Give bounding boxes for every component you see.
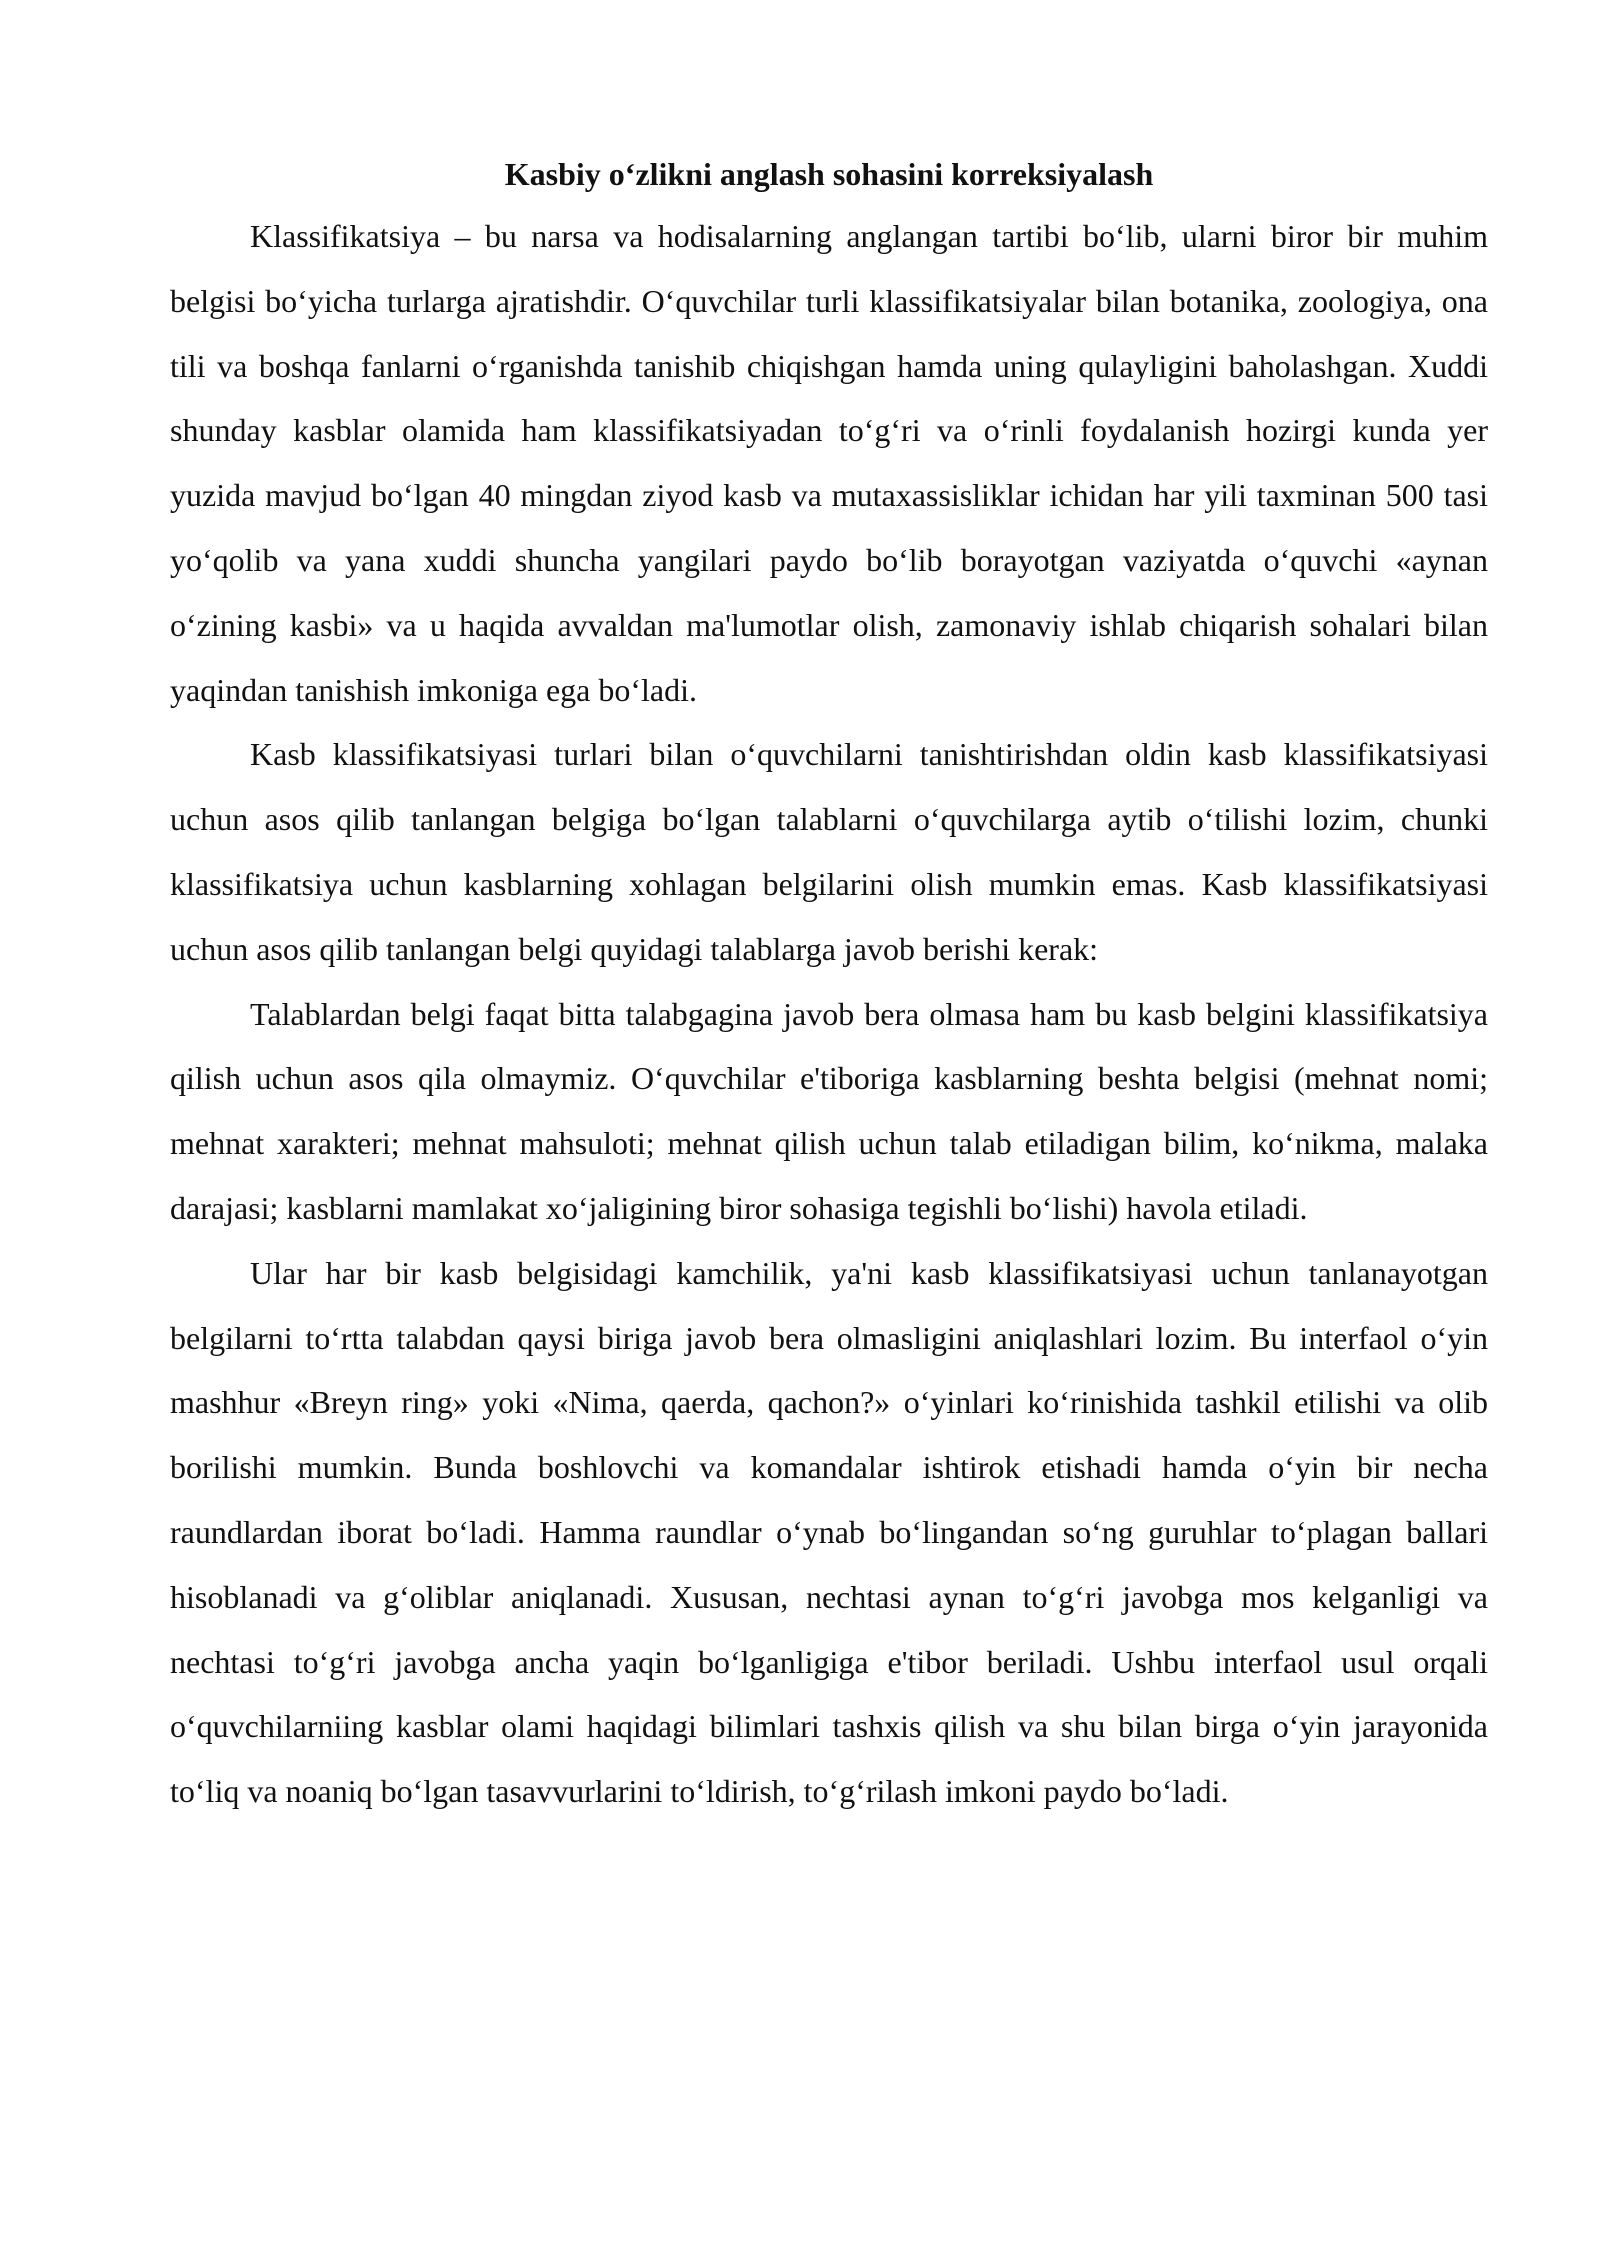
paragraph-2: Kasb klassifikatsiyasi turlari bilan o‘quvchilarni tanishtirishdan oldin kasb klassifikatsiyasi uchun asos qilib tanlangan belgiga bo‘lgan talablarni o‘quvchilarga aytib o‘tilishi lozim, chunki klassifikatsiya uchun kasblarning xohlagan belgilarini olish mumkin emas. Kasb klassifikatsiyasi uchun asos qilib tanlangan belgi quyidagi talablarga javob berishi kerak: bbox=[170, 736, 1488, 967]
paragraph-4: Ular har bir kasb belgisidagi kamchilik, ya'ni kasb klassifikatsiyasi uchun tanlanayotgan belgilarni to‘rtta talabdan qaysi biriga javob bera olmasligini aniqlashlari lozim. Bu interfaol o‘yin mashhur «Breyn ring» yoki «Nima, qaerda, qachon?» o‘yinlari ko‘rinishida tashkil etilishi va olib borilishi mumkin. Bunda boshlovchi va komandalar ishtirok etishadi hamda o‘yin bir necha raundlardan iborat bo‘ladi. Hamma raundlar o‘ynab bo‘lingandan so‘ng guruhlar to‘plagan ballari hisoblanadi va g‘oliblar aniqlanadi. Xususan, nechtasi aynan to‘g‘ri javobga mos kelganligi va nechtasi to‘g‘ri javobga ancha yaqin bo‘lganligiga e'tibor beriladi. Ushbu interfaol usul orqali o‘quvchilarniing kasblar olami haqidagi bilimlari tashxis qilish va shu bilan birga o‘yin jarayonida to‘liq va noaniq bo‘lgan tasavvurlarini to‘ldirish, to‘g‘rilash imkoni paydo bo‘ladi. bbox=[170, 1254, 1488, 1810]
document-title: Kasbiy o‘zlikni anglash sohasini korreksiyalash bbox=[504, 156, 1154, 192]
document-page bbox=[170, 150, 1488, 1824]
paragraph-3: Talablardan belgi faqat bitta talabgagina javob bera olmasa ham bu kasb belgini klassifikatsiya qilish uchun asos qila olmaymiz. O‘quvchilar e'tiboriga kasblarning beshta belgisi (mehnat nomi; mehnat xarakteri; mehnat mahsuloti; mehnat qilish uchun talab etiladigan bilim, ko‘nikma, malaka darajasi; kasblarni mamlakat xo‘jaligining biror sohasiga tegishli bo‘lishi) havola etiladi. bbox=[170, 995, 1488, 1226]
paragraph-1: Klassifikatsiya – bu narsa va hodisalarning anglangan tartibi bo‘lib, ularni biror bir muhim belgisi bo‘yicha turlarga ajratishdir. O‘quvchilar turli klassifikatsiyalar bilan botanika, zoologiya, ona tili va boshqa fanlarni o‘rganishda tanishib chiqishgan hamda uning qulayligini baholashgan. Xuddi shunday kasblar olamida ham klassifikatsiyadan to‘g‘ri va o‘rinli foydalanish hozirgi kunda yer yuzida mavjud bo‘lgan 40 mingdan ziyod kasb va mutaxassisliklar ichidan har yili taxminan 500 tasi yo‘qolib va yana xuddi shuncha yangilari paydo bo‘lib borayotgan vaziyatda o‘quvchi «aynan o‘zining kasbi» va u haqida avvaldan ma'lumotlar olish, zamonaviy ishlab chiqarish sohalari bilan yaqindan tanishish imkoniga ega bo‘ladi. bbox=[170, 218, 1488, 708]
